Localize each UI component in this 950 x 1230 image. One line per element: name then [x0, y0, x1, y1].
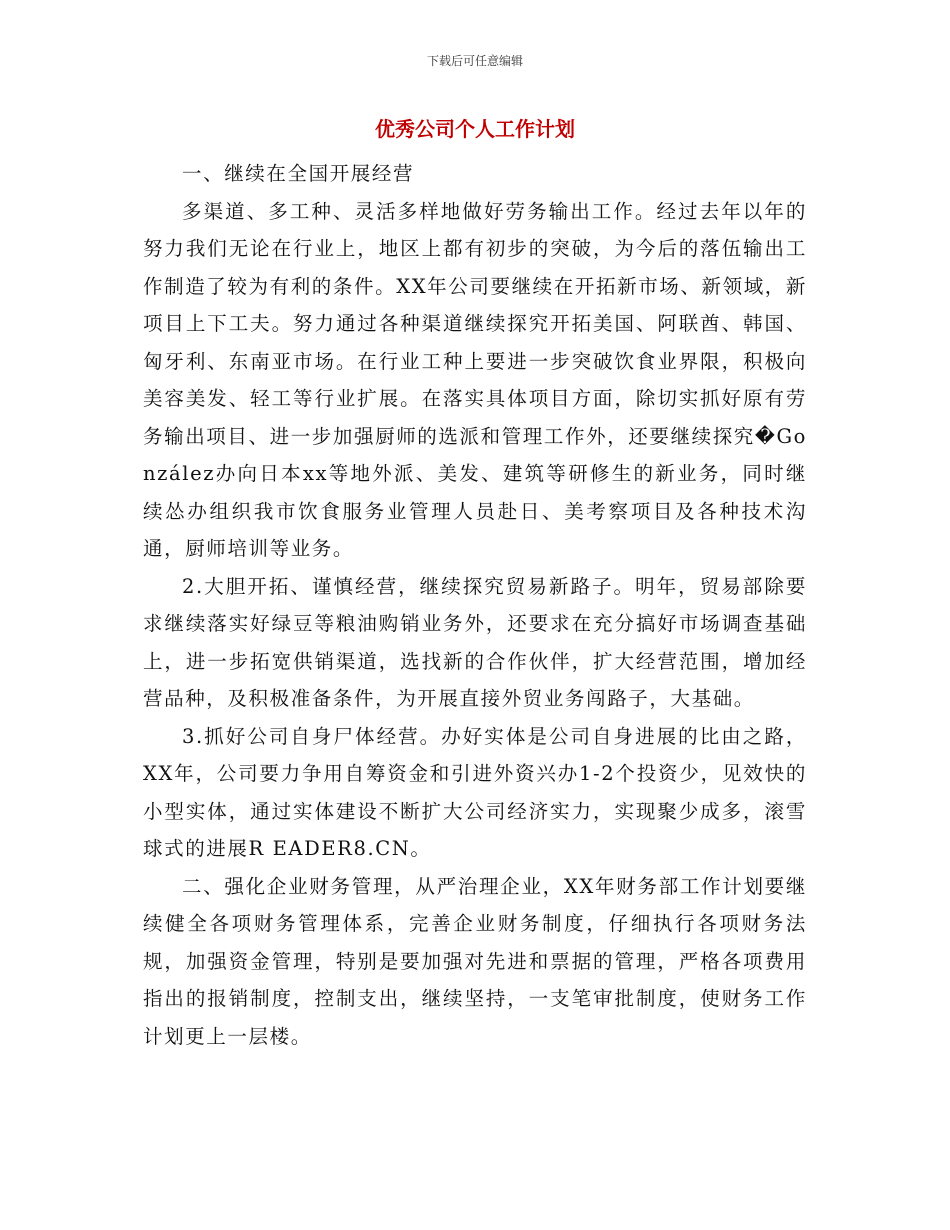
- paragraph-section-one-heading: 一、继续在全国开展经营: [182, 162, 415, 185]
- document-body: [143, 155, 807, 1055]
- paragraph-entity-operation: 3.抓好公司自身尸体经营。办好实体是公司自身进展的比由之路，XX年，公司要力争用自筹资金和引进外资兴办1-2个投资少，见效快的小型实体，通过实体建设不断扩大公司经济实力，实现聚少成多，滚雪球式的进展R EADER8.CN。: [143, 724, 807, 860]
- paragraph-labor-export: 多渠道、多工种、灵活多样地做好劳务输出工作。经过去年以年的努力我们无论在行业上，地区上都有初步的突破，为今后的落伍输出工作制造了较为有利的条件。XX年公司要继续在开拓新市场、新领域，新项目上下工夫。努力通过各种渠道继续探究开拓美国、阿联酋、韩国、匈牙利、东南亚市场。在行业工种上要进一步突破饮食业界限，积极向美容美发、轻工等行业扩展。在落实具体项目方面，除切实抓好原有劳务输出项目、进一步加强厨师的选派和管理工作外，还要继续探究�González办向日本xx等地外派、美发、建筑等研修生的新业务，同时继续怂办组织我市饮食服务业管理人员赴日、美考察项目及各种技术沟通，厨师培训等业务。: [143, 199, 808, 560]
- page-header-note: 下载后可任意编辑: [426, 54, 523, 68]
- paragraph-financial-management: 二、强化企业财务管理，从严治理企业，XX年财务部工作计划要继续健全各项财务管理体系，完善企业财务制度，仔细执行各项财务法规，加强资金管理，特别是要加强对先进和票据的管理，严格各项费用指出的报销制度，控制支出，继续坚持，一支笔审批制度，使财务工作计划更上一层楼。: [143, 874, 807, 1048]
- document-title: 优秀公司个人工作计划: [375, 117, 575, 141]
- paragraph-trade-expansion: 2.大胆开拓、谨慎经营，继续探究贸易新路子。明年，贸易部除要求继续落实好绿豆等粮油购销业务外，还要求在充分搞好市场调查基础上，进一步拓宽供销渠道，选找新的合作伙伴，扩大经营范围，增加经营品种，及积极准备条件，为开展直接外贸业务闯路子，大基础。: [143, 574, 807, 710]
